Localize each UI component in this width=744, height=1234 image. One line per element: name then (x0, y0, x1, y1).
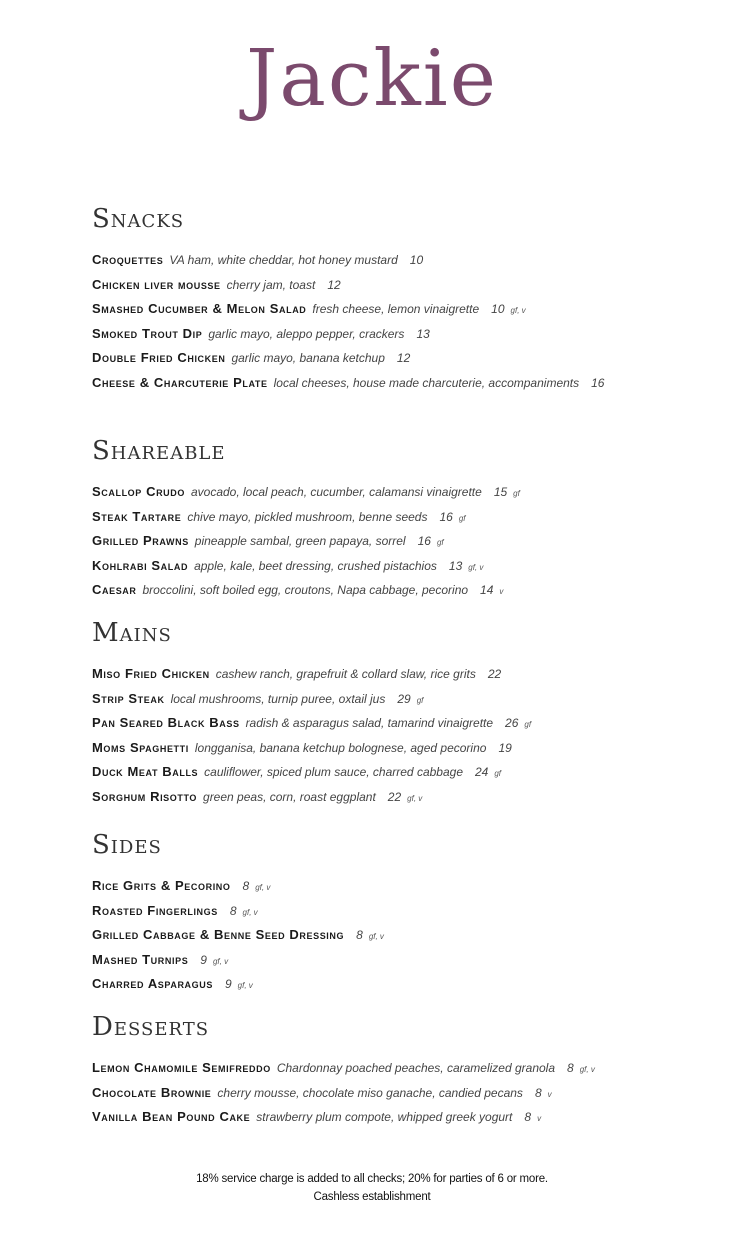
menu-item (92, 874, 732, 899)
item-dietary-tags: gf, v (212, 956, 229, 966)
item-dietary-tags: gf, v (510, 306, 526, 316)
item-price: 9 (200, 952, 207, 967)
menu-item (92, 248, 732, 273)
menu-item (92, 371, 732, 396)
item-name: Charred Asparagus (92, 976, 213, 992)
item-name: Roasted Fingerlings (92, 902, 218, 918)
item-price: 13 (448, 558, 463, 573)
item-price: 12 (327, 277, 341, 292)
menu-item (92, 760, 732, 785)
item-dietary-tags: gf, v (407, 793, 423, 803)
menu-item (92, 578, 732, 603)
menu-item (92, 1105, 732, 1130)
item-name: Grilled Prawns (92, 533, 189, 549)
item-dietary-tags: gf, v (579, 1065, 595, 1074)
item-name: Croquettes (92, 252, 164, 267)
item-name: Miso Fried Chicken (92, 666, 210, 681)
section-sides (92, 830, 732, 997)
item-price: 24 (475, 765, 489, 780)
item-description: radish & asparagus salad, tamarind vinaigrette (245, 716, 494, 731)
item-price: 12 (396, 351, 411, 366)
menu-item (92, 554, 732, 579)
item-description: longganisa, banana ketchup bolognese, aged pecorino (194, 740, 487, 755)
menu-footer (0, 1170, 744, 1206)
item-dietary-tags: gf, v (368, 932, 384, 942)
item-description: cherry mousse, chocolate miso ganache, candied pecans (217, 1085, 523, 1100)
item-name: Chicken liver mousse (92, 276, 221, 292)
item-dietary-tags: gf (524, 720, 532, 730)
item-name: Strip Steak (92, 690, 165, 706)
item-dietary-tags: gf, v (237, 981, 253, 991)
item-name: Chocolate Brownie (92, 1084, 212, 1100)
item-price: 15 (493, 485, 508, 499)
item-name: Mashed Turnips (92, 951, 189, 967)
item-description: broccolini, soft boiled egg, croutons, Napa cabbage, pecorino (142, 583, 469, 598)
item-price: 8 (356, 928, 363, 943)
item-dietary-tags: v (537, 1114, 542, 1124)
item-price: 8 (567, 1061, 574, 1075)
item-price: 10 (409, 253, 424, 267)
item-description: pineapple sambal, green papaya, sorrel (194, 534, 406, 549)
item-description: garlic mayo, aleppo pepper, crackers (208, 326, 405, 341)
menu-item (92, 1081, 732, 1106)
item-name: Kohlrabi Salad (92, 557, 189, 573)
section-title: Mains (92, 618, 172, 648)
menu-item (92, 785, 732, 810)
item-name: Moms Spaghetti (92, 739, 189, 755)
item-name: Sorghum Risotto (92, 788, 198, 804)
section-title: Desserts (92, 1012, 210, 1042)
item-dietary-tags: gf (513, 489, 520, 498)
item-name: Rice Grits & Pecorino (92, 878, 231, 893)
item-dietary-tags: gf (436, 538, 444, 548)
item-dietary-tags: gf (458, 513, 466, 523)
item-dietary-tags: gf, v (242, 907, 258, 917)
item-name: Double Fried Chicken (92, 350, 226, 366)
item-description: green peas, corn, roast eggplant (203, 789, 376, 804)
item-description: cashew ranch, grapefruit & collard slaw, rice grits (215, 667, 476, 681)
item-description: apple, kale, beet dressing, crushed pistachios (194, 558, 437, 573)
item-description: cherry jam, toast (226, 277, 316, 292)
cashless-note: Cashless establishment (313, 1191, 431, 1203)
item-name: Caesar (92, 582, 137, 598)
menu-item (92, 687, 732, 712)
item-description: garlic mayo, banana ketchup (231, 351, 385, 366)
menu-item (92, 297, 732, 322)
menu-item (92, 711, 732, 736)
item-dietary-tags: gf (416, 695, 424, 705)
item-name: Smashed Cucumber & Melon Salad (92, 301, 307, 317)
item-description: local mushrooms, turnip puree, oxtail jus (170, 691, 386, 706)
item-dietary-tags: gf, v (468, 562, 484, 572)
section-title: Sides (92, 830, 162, 860)
item-dietary-tags: v (499, 587, 504, 597)
item-dietary-tags: gf, v (255, 883, 271, 892)
restaurant-logo: Jackie (246, 34, 498, 124)
item-description: VA ham, white cheddar, hot honey mustard (169, 253, 398, 267)
section-mains (92, 618, 732, 810)
menu-item (92, 736, 732, 761)
item-price: 16 (417, 534, 431, 549)
item-price: 8 (242, 879, 250, 893)
item-price: 10 (491, 302, 505, 317)
menu-item (92, 322, 732, 347)
item-name: Pan Seared Black Bass (92, 715, 240, 731)
item-price: 8 (524, 1110, 532, 1125)
item-price: 8 (534, 1085, 542, 1100)
item-price: 29 (397, 691, 411, 706)
menu-item (92, 662, 732, 687)
item-dietary-tags: gf (494, 769, 502, 779)
item-name: Steak Tartare (92, 508, 182, 524)
item-price: 22 (487, 667, 502, 681)
item-price: 8 (229, 903, 237, 918)
menu-item (92, 505, 732, 530)
item-description: chive mayo, pickled mushroom, benne seeds (187, 509, 428, 524)
item-description: Chardonnay poached peaches, caramelized granola (276, 1061, 556, 1075)
item-name: Duck Meat Balls (92, 764, 199, 780)
section-title: Shareable (92, 436, 226, 466)
item-name: Vanilla Bean Pound Cake (92, 1109, 251, 1125)
menu-item (92, 529, 732, 554)
menu-item (92, 480, 732, 505)
section-title: Snacks (92, 204, 185, 234)
section-shareable (92, 436, 732, 603)
item-price: 16 (439, 509, 453, 524)
menu-item (92, 346, 732, 371)
item-dietary-tags: v (547, 1089, 552, 1099)
item-price: 19 (498, 740, 512, 755)
item-name: Scallop Crudo (92, 484, 185, 499)
menu-item (92, 923, 732, 948)
menu-item (92, 899, 732, 924)
menu-item (92, 1056, 732, 1081)
menu-item (92, 948, 732, 973)
item-name: Lemon Chamomile Semifreddo (92, 1060, 271, 1075)
section-snacks (92, 204, 732, 396)
menu-item (92, 273, 732, 298)
item-price: 9 (224, 977, 232, 992)
menu-item (92, 972, 732, 997)
item-price: 14 (480, 583, 494, 598)
item-price: 16 (591, 375, 605, 390)
section-desserts (92, 1012, 732, 1130)
item-price: 13 (416, 326, 430, 341)
item-description: strawberry plum compote, whipped greek yogurt (256, 1110, 513, 1125)
item-price: 26 (505, 716, 519, 731)
item-price: 22 (387, 789, 402, 804)
item-description: avocado, local peach, cucumber, calamansi vinaigrette (190, 485, 482, 499)
item-name: Smoked Trout Dip (92, 325, 203, 341)
item-description: fresh cheese, lemon vinaigrette (312, 302, 480, 317)
item-description: local cheeses, house made charcuterie, accompaniments (273, 375, 580, 390)
item-name: Cheese & Charcuterie Plate (92, 374, 268, 390)
service-charge-note: 18% service charge is added to all checks; 20% for parties of 6 or more. (196, 1173, 548, 1185)
item-name: Grilled Cabbage & Benne Seed Dressing (92, 927, 345, 943)
item-description: cauliflower, spiced plum sauce, charred cabbage (204, 765, 463, 780)
